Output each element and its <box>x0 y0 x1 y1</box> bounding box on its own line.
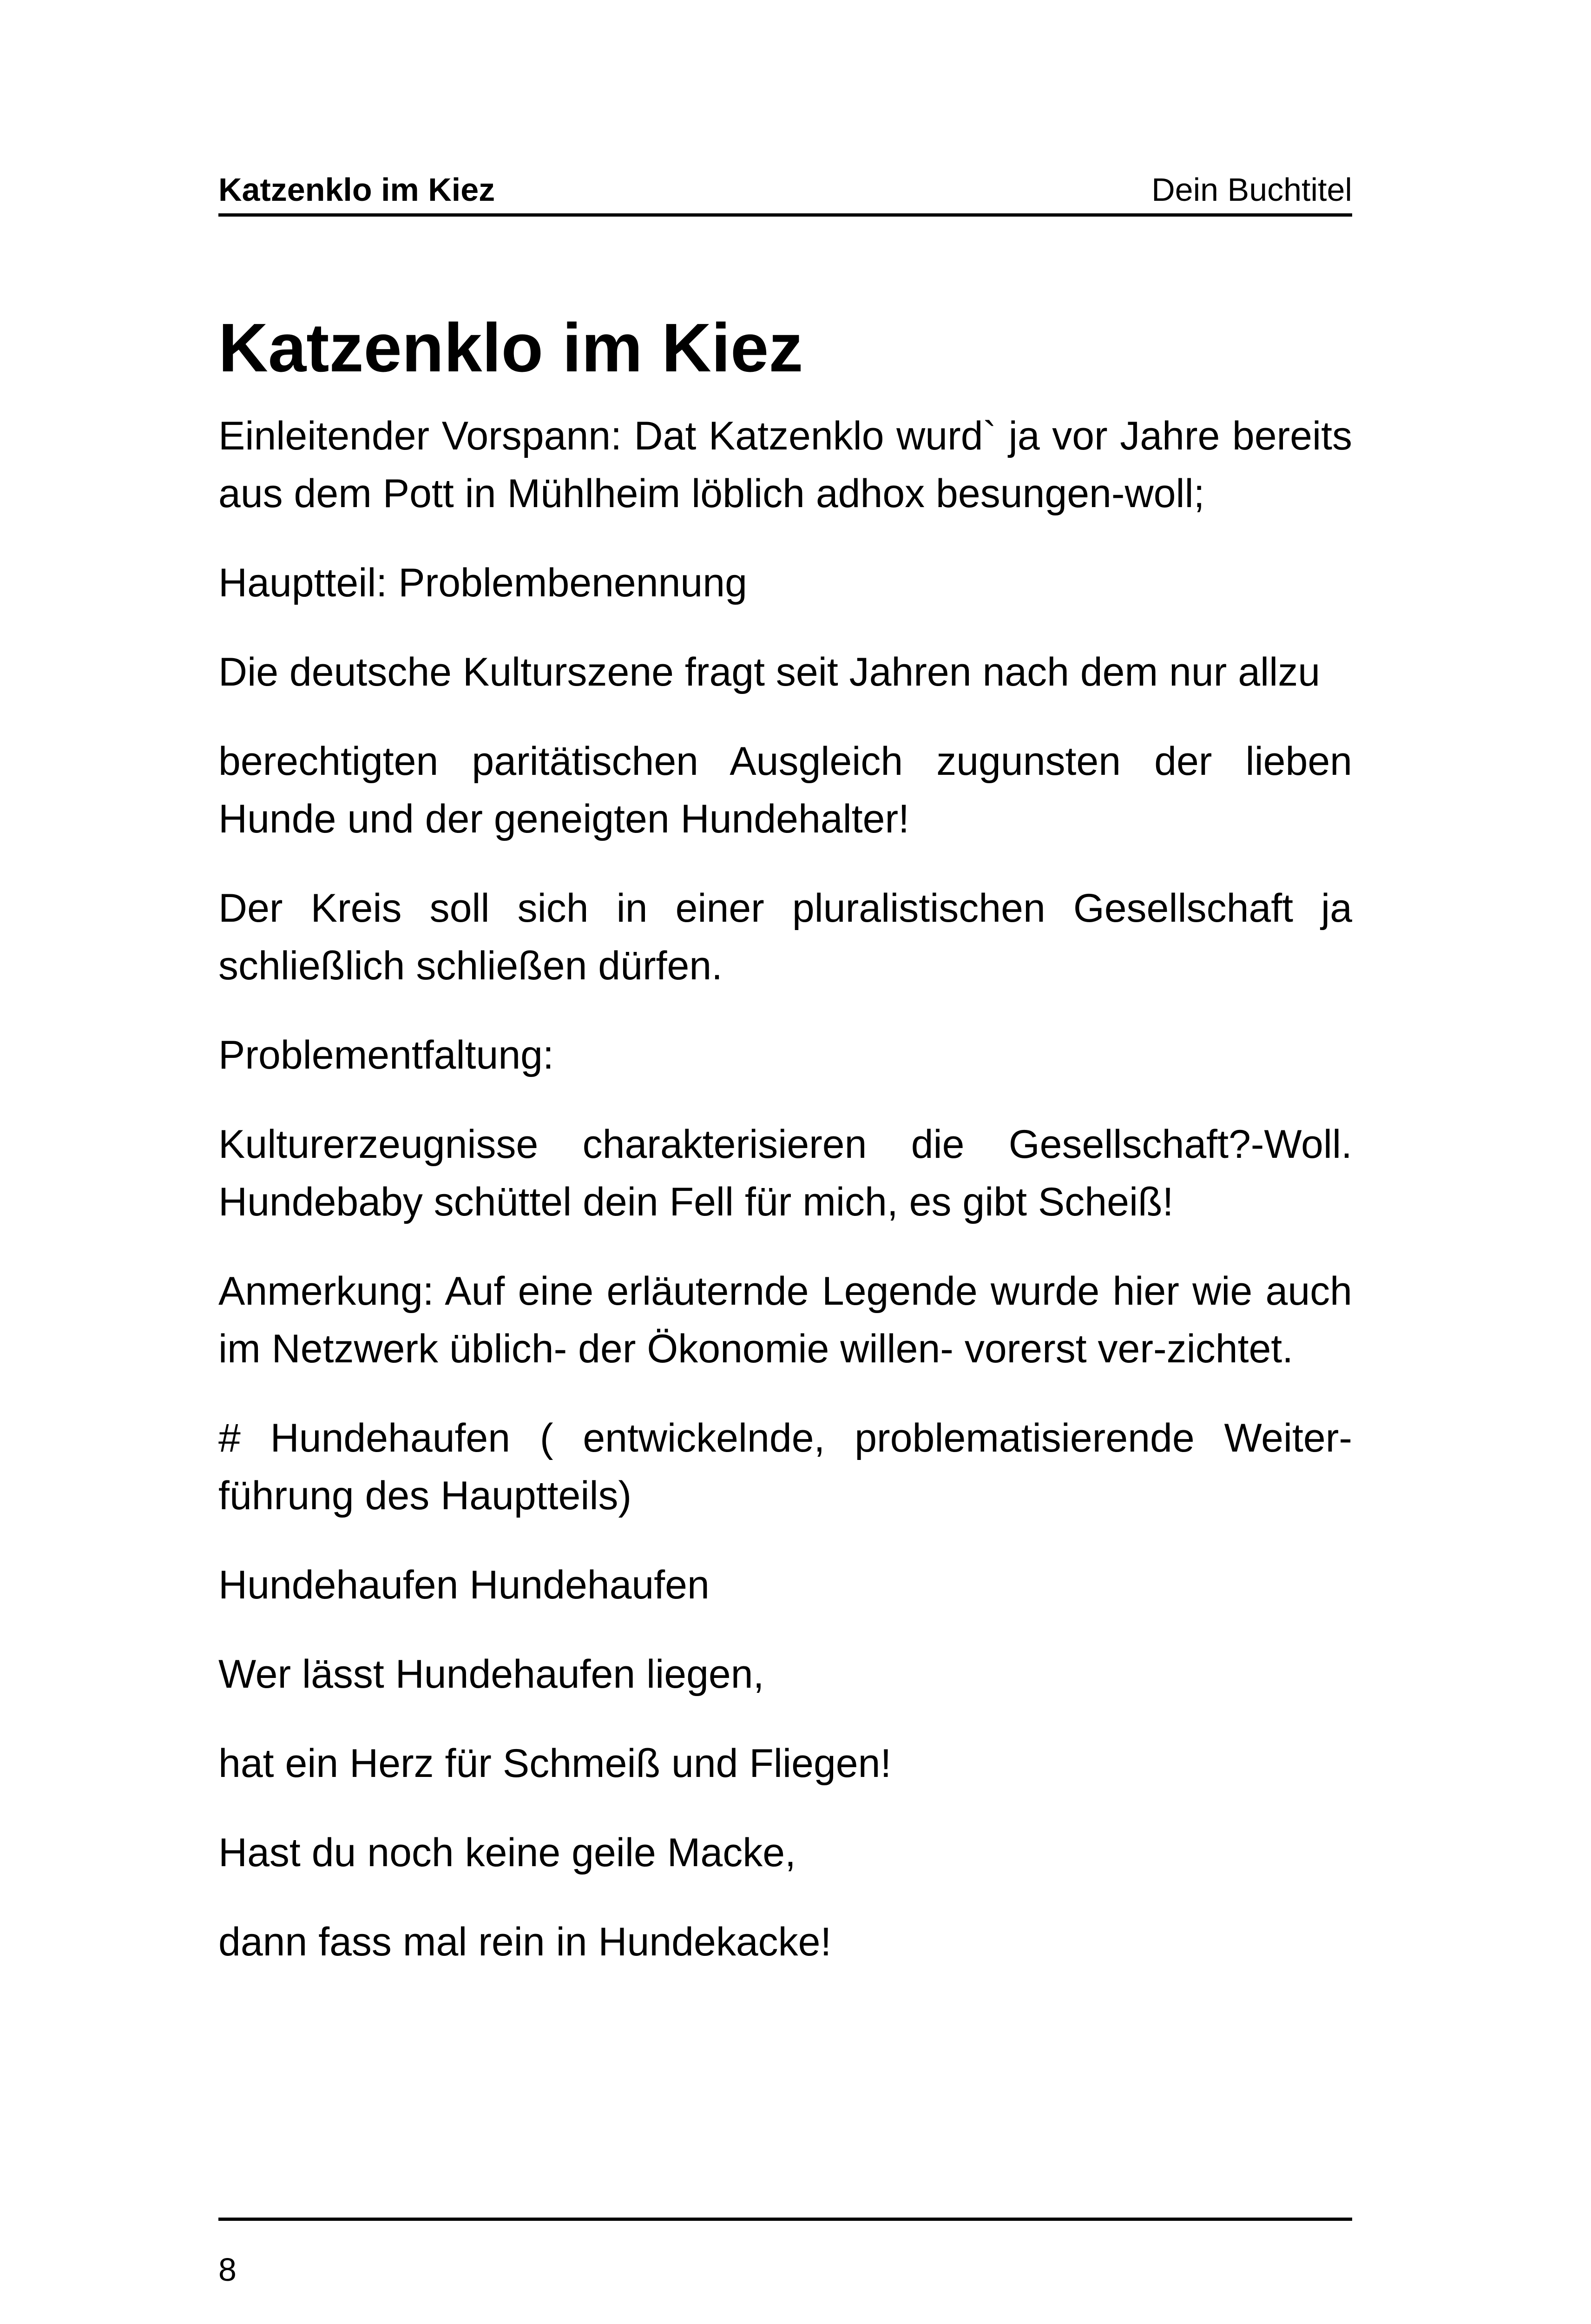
running-header <box>218 165 1352 216</box>
page-number: 8 <box>218 2251 237 2288</box>
paragraph: Kulturerzeugnisse charakterisieren die Gesellschaft?-Woll. Hundebaby schüttel dein Fell für mich, es gibt Scheiß! <box>218 1122 1352 1224</box>
paragraph: hat ein Herz für Schmeiß und Fliegen! <box>218 1741 892 1786</box>
paragraph: berechtigten paritätischen Ausgleich zugunsten der lieben Hunde und der geneigten Hundehalter! <box>218 739 1352 841</box>
paragraph: Problementfaltung: <box>218 1032 554 1077</box>
footer-divider <box>218 2218 1352 2221</box>
paragraph: Hauptteil: Problembenennung <box>218 560 747 605</box>
paragraph: Anmerkung: Auf eine erläuternde Legende wurde hier wie auch im Netzwerk üblich- der Ökonomie willen- vorerst ver-zichtet. <box>218 1268 1352 1371</box>
header-book-title: Dein Buchtitel <box>1151 172 1352 208</box>
paragraph: dann fass mal rein in Hundekacke! <box>218 1919 832 1964</box>
paragraph: Einleitender Vorspann: Dat Katzenklo wurd` ja vor Jahre bereits aus dem Pott in Mühlheim löblich adhox besungen-woll; <box>218 413 1352 516</box>
paragraph: Die deutsche Kulturszene fragt seit Jahren nach dem nur allzu <box>218 649 1321 694</box>
header-divider <box>218 213 1352 217</box>
paragraph: Der Kreis soll sich in einer pluralistischen Gesellschaft ja schließlich schließen dürfen. <box>218 885 1352 988</box>
chapter-title: Katzenklo im Kiez <box>218 310 803 386</box>
page-body <box>218 307 1352 2002</box>
paragraph: Wer lässt Hundehaufen liegen, <box>218 1651 764 1697</box>
paragraph: Hundehaufen Hundehaufen <box>218 1562 710 1607</box>
paragraph: Hast du noch keine geile Macke, <box>218 1830 796 1875</box>
paragraph: # Hundehaufen ( entwickelnde, problematisierende Weiter-führung des Hauptteils) <box>218 1415 1352 1518</box>
header-chapter-title: Katzenklo im Kiez <box>218 172 495 208</box>
